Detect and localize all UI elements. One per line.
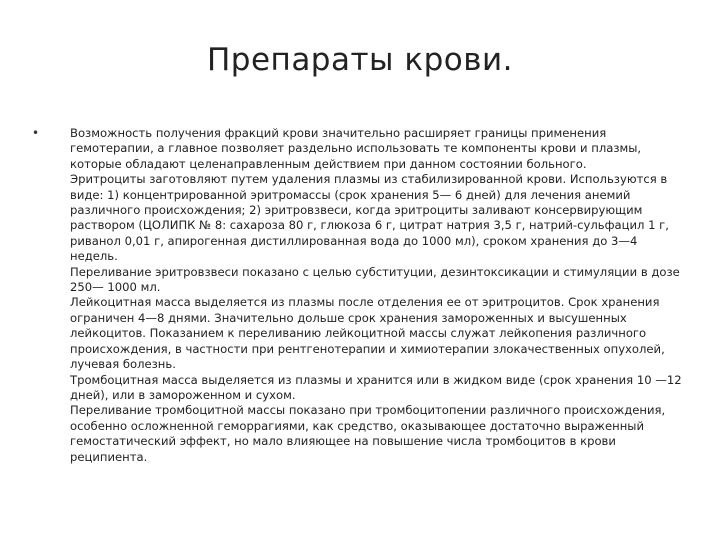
bullet-item (32, 126, 682, 465)
bullet-marker: • (32, 126, 40, 140)
slide-content (32, 126, 682, 465)
paragraph-platelet-transfusion: Переливание тромбоцитной массы показано при тромбоцитопении различного происхождения, особенно осложненной геморрагиями, как средство, оказывающее достаточно выраженный гемостатический эффект, но мало влияющее на повышение числа тромбоцитов в крови реципиента. (70, 403, 666, 464)
paragraph-leukocytes: Лейкоцитная масса выделяется из плазмы после отделения ее от эритроцитов. Срок хранения ограничен 4—8 днями. Значительно дольше срок хранения замороженных и высушенных лейкоцитов. Показанием к переливанию лейкоцитной массы служат лейкопения различного происхождения, в частности при рентгенотерапии и химиотерапии злокачественных опухолей, лучевая болезнь. (70, 295, 665, 372)
slide-title: Препараты крови. (206, 42, 514, 78)
paragraph-transfusion-indication: Переливание эритровзвеси показано с целью субституции, дезинтоксикации и стимуляции в дозе 250— 1000 мл. (70, 264, 680, 295)
paragraph-erythrocytes: Эритроциты заготовляют путем удаления плазмы из стабилизированной крови. Используются в виде: 1) концентрированной эритромассы (срок хранения 5— 6 дней) для лечения анемий различного происхождения; 2) эритровзвеси, когда эритроциты заливают консервирующим раствором (ЦОЛИПК № 8: сахароза 80 г, глюкоза 6 г, цитрат натрия 3,5 г, натрий-сульфацил 1 г, риванол 0,01 г, апирогенная дистиллированная вода до 1000 мл), сроком хранения до 3—4 недель. (70, 172, 669, 264)
paragraph-intro: Возможность получения фракций крови значительно расширяет границы применения гемотерапии, а главное позволяет раздельно использовать те компоненты крови и плазмы, которые обладают целенаправленным действием при данном состоянии больного. (70, 126, 642, 171)
bullet-text (70, 126, 682, 465)
paragraph-platelets: Тромбоцитная масса выделяется из плазмы и хранится или в жидком виде (срок хранения 10 —12 дней), или в замороженном и сухом. (70, 372, 682, 402)
